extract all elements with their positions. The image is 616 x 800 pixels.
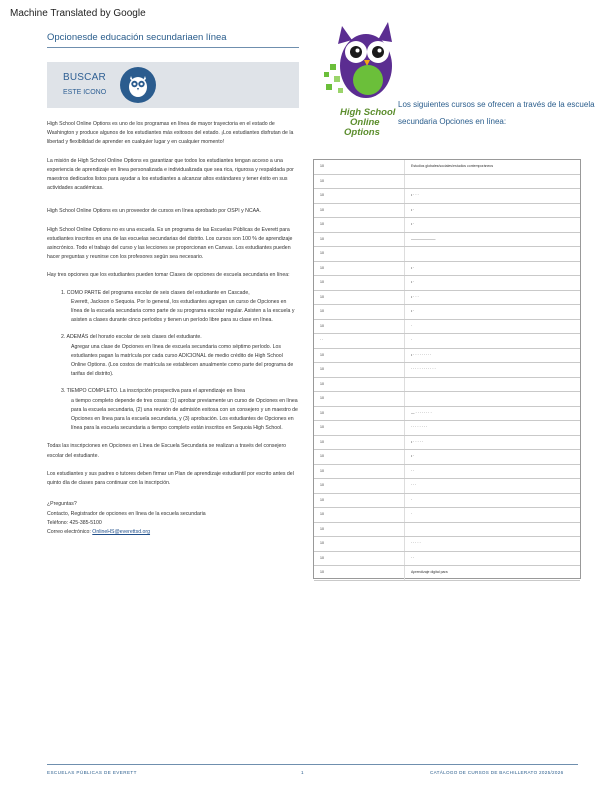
logo-line: Options <box>344 127 380 138</box>
contact-line: Contacto, Registrador de opciones en línea de la escuela secundaria <box>47 510 206 517</box>
table-cell-course: · <box>411 338 413 342</box>
table-cell-credit: 10 <box>320 236 324 241</box>
body-text <box>47 120 299 537</box>
table-column-divider <box>404 421 405 435</box>
search-label: BUSCAR <box>63 72 106 83</box>
table-row <box>314 204 580 219</box>
paragraph: Hay tres opciones que los estudiantes pueden tomar Clases de opciones de escuela secundaria en línea: <box>47 272 290 279</box>
section-title: Opcionesde educación secundariaen línea <box>47 32 299 48</box>
table-row <box>314 494 580 509</box>
left-column <box>47 32 299 537</box>
footer-district: ESCUELAS PÚBLICAS DE EVERETT <box>47 770 137 775</box>
table-cell-credit: 10 <box>320 251 324 255</box>
table-column-divider <box>404 407 405 421</box>
table-row <box>314 334 580 349</box>
table-cell-credit: 10 <box>320 483 324 487</box>
table-cell-credit: 10 <box>320 570 324 574</box>
table-row <box>314 450 580 465</box>
table-cell-credit: 10 <box>320 439 324 444</box>
table-column-divider <box>404 233 405 247</box>
list-item-lead: 1. COMO PARTE del programa escolar de seis clases del estudiante en Cascade, <box>61 289 250 296</box>
courses-intro: Los siguientes cursos se ofrecen a través de la escuela secundaria Opciones en línea: <box>398 100 595 126</box>
table-column-divider <box>404 479 405 493</box>
table-cell-credit: 10 <box>320 410 324 415</box>
list-item <box>61 387 299 433</box>
table-column-divider <box>404 552 405 566</box>
table-row <box>314 363 580 378</box>
table-column-divider <box>404 378 405 392</box>
table-cell-credit: 10 <box>320 497 324 502</box>
footer-divider <box>47 764 578 765</box>
list-item-body: Everett, Jackson o Sequoia. Por lo general, los estudiantes agregan un curso de Opciones en línea de la escuela secundaria como parte de su programa escolar regular. Asisten a la escuela y asisten a clases durante cinco períodos y tienen un período libre para su clase en línea. <box>71 298 295 324</box>
table-row <box>314 392 580 407</box>
table-row <box>314 465 580 480</box>
list-item-lead: 3. TIEMPO COMPLETO. La inscripción prospectiva para el aprendizaje en línea <box>61 388 246 395</box>
table-cell-credit: 10 <box>320 396 324 400</box>
table-cell-course: · · · · · <box>411 541 421 545</box>
table-cell-credit: 10 <box>320 555 324 560</box>
table-column-divider <box>404 494 405 508</box>
table-cell-course: — · · · · · · · · <box>411 410 432 415</box>
table-cell-course: • · <box>411 454 415 458</box>
logo-line: Online <box>350 117 380 128</box>
table-cell-course: • · <box>411 265 415 270</box>
table-cell-course: ——————— <box>411 236 436 241</box>
table-row <box>314 233 580 248</box>
table-cell-course: · · <box>411 555 415 560</box>
table-row <box>314 349 580 364</box>
table-column-divider <box>404 523 405 537</box>
table-cell-course: · · <box>411 468 415 473</box>
table-column-divider <box>404 566 405 580</box>
table-row <box>314 160 580 175</box>
table-cell-credit: 10 <box>320 541 324 545</box>
table-cell-credit: 10 <box>320 164 324 168</box>
search-callout <box>47 62 299 108</box>
contact-email-row <box>47 528 299 537</box>
table-column-divider <box>404 276 405 290</box>
list-item <box>61 289 299 326</box>
table-cell-credit: 10 <box>320 468 324 473</box>
table-cell-credit: 10 <box>320 425 324 429</box>
table-column-divider <box>404 160 405 174</box>
table-column-divider <box>404 363 405 377</box>
table-column-divider <box>404 392 405 406</box>
table-cell-credit: 10 <box>320 367 324 371</box>
logo-line: High School <box>340 107 396 118</box>
paragraph: La misión de High School Online Options es garantizar que todos los estudiantes tengan acceso a una experiencia de aprendizaje en línea personalizada e individualizada que sea rica, rigurosa y respaldada por maestros dedicados listos para ayudar a los estudiantes a alcanzar altos estándares y tener éxito en sus actividades académicas. <box>47 157 294 192</box>
table-column-divider <box>404 465 405 479</box>
table-cell-credit: 10 <box>320 280 324 284</box>
contact-email-link[interactable]: OnlineHS@everettsd.org <box>92 528 151 535</box>
table-cell-credit: 10 <box>320 323 324 328</box>
table-cell-credit: 10 <box>320 381 324 386</box>
table-row <box>314 537 580 552</box>
table-column-divider <box>404 537 405 551</box>
table-cell-credit: 10 <box>320 222 324 226</box>
paragraph: Los estudiantes y sus padres o tutores deben firmar un Plan de aprendizaje estudiantil por escrito antes del quinto día de clases para continuar con la inscripción. <box>47 470 294 487</box>
footer-page-number: 1 <box>301 770 304 775</box>
owl-icon <box>120 67 156 103</box>
table-cell-credit: 10 <box>320 207 324 212</box>
table-cell-course: • · <box>411 309 415 313</box>
table-cell-course: · · · · · · · · <box>411 425 428 429</box>
table-row <box>314 247 580 262</box>
table-cell-course: • · <box>411 222 415 226</box>
table-row <box>314 378 580 393</box>
table-cell-course: • · · · <box>411 294 419 299</box>
table-column-divider <box>404 175 405 189</box>
table-cell-course: Estudios globales/sociales/estudios contemporáneos <box>411 164 494 168</box>
table-row <box>314 566 580 581</box>
table-cell-credit: 10 <box>320 512 324 516</box>
table-row <box>314 276 580 291</box>
table-column-divider <box>404 218 405 232</box>
table-column-divider <box>404 436 405 450</box>
table-cell-credit: 10 <box>320 265 324 270</box>
table-cell-course: · <box>411 323 413 328</box>
paragraph: High School Online Options es un proveedor de cursos en línea aprobado por OSPI y NCAA. <box>47 208 261 215</box>
table-row <box>314 320 580 335</box>
table-row <box>314 508 580 523</box>
table-row <box>314 552 580 567</box>
table-cell-credit: 10 <box>320 352 324 357</box>
table-cell-credit: 10 <box>320 193 324 197</box>
table-column-divider <box>404 291 405 305</box>
table-row <box>314 479 580 494</box>
paragraph: High School Online Options es uno de los programas en línea de mayor trayectoria en el estado de Washington y produce algunos de los estudiantes más exitosos del estado. ¡Los estudiantes disfrutan de la libertad y flexibilidad de aprender en cualquier lugar y en cualquier momento! <box>47 121 294 146</box>
table-row <box>314 523 580 538</box>
table-cell-course: • · <box>411 207 415 212</box>
options-list <box>61 289 299 434</box>
table-cell-course: • · · · · · · · · · <box>411 352 432 357</box>
list-item-lead: 2. ADEMÁS del horario escolar de seis clases del estudiante. <box>61 334 202 341</box>
table-cell-course: • · · · <box>411 193 419 197</box>
table-row <box>314 421 580 436</box>
table-cell-course: · · · · · · · · · · · · <box>411 367 436 371</box>
table-column-divider <box>404 349 405 363</box>
table-cell-course: · · · <box>411 483 417 487</box>
table-row <box>314 189 580 204</box>
table-row <box>314 291 580 306</box>
table-cell-credit: 10 <box>320 294 324 299</box>
table-cell-course: • · · · · · <box>411 439 423 444</box>
table-column-divider <box>404 320 405 334</box>
table-row <box>314 436 580 451</box>
contact-question: ¿Preguntas? <box>47 501 77 508</box>
table-column-divider <box>404 508 405 522</box>
table-row <box>314 305 580 320</box>
contact-block <box>47 500 299 537</box>
table-column-divider <box>404 334 405 348</box>
list-item-body: a tiempo completo depende de tres cosas: (1) aprobar previamente un curso de Opciones en línea para la escuela secundaria, (2) una reunión de admisión exitosa con un consejero y un maestro de Opciones en línea para la escuela secundaria, y (3) aprobación. Los estudiantes de Opciones en línea para la escuela secundaria a tiempo completo están inscritos en Sequoia High School. <box>71 397 298 432</box>
table-cell-credit: 10 <box>320 454 324 458</box>
table-cell-credit: · · <box>320 338 324 342</box>
search-sublabel: ESTE ICONO <box>63 89 107 96</box>
table-cell-credit: 10 <box>320 526 324 531</box>
list-item <box>61 333 299 379</box>
contact-phone: Teléfono: 425-385-5100 <box>47 519 102 526</box>
table-column-divider <box>404 204 405 218</box>
table-column-divider <box>404 262 405 276</box>
course-table <box>313 159 581 579</box>
paragraph: Todas las inscripciones en Opciones en Línea de Escuela Secundaria se realizan a través del consejero escolar del estudiante. <box>47 443 287 459</box>
machine-translated-banner: Machine Translated by Google <box>10 8 146 19</box>
table-cell-course: · <box>411 497 413 502</box>
table-column-divider <box>404 305 405 319</box>
table-cell-credit: 10 <box>320 178 324 183</box>
table-column-divider <box>404 450 405 464</box>
contact-email-label: Correo electrónico: <box>47 528 93 535</box>
table-cell-course: Aprendizaje digital para <box>411 570 448 574</box>
table-cell-credit: 10 <box>320 309 324 313</box>
footer-catalog-title: CATÁLOGO DE CURSOS DE BACHILLERATO 2025/2026 <box>430 770 564 775</box>
table-row <box>314 262 580 277</box>
table-row <box>314 218 580 233</box>
table-column-divider <box>404 189 405 203</box>
table-cell-course: · <box>411 512 413 516</box>
paragraph: High School Online Options no es una escuela. Es un programa de las Escuelas Públicas de Everett para estudiantes inscritos en una de las escuelas secundarias del distrito. Los cursos son 100 % de aprendizaje asincrónico. Todo el trabajo del curso y las lecciones se proporcionan en Canvas. Los estudiantes pueden hacer preguntas y reunirse con los profesores según sea necesario. <box>47 226 293 261</box>
table-column-divider <box>404 247 405 261</box>
table-row <box>314 175 580 190</box>
table-cell-course: • · <box>411 280 415 284</box>
list-item-body: Agregar una clase de Opciones en línea de escuela secundaria como séptimo período. Los estudiantes pagan la matrícula por cada curso ADICIONAL de medio crédito de High School Online Options. (Los costos de matrícula se establecen anualmente como parte del programa de tarifas del distrito). <box>71 343 294 378</box>
table-row <box>314 407 580 422</box>
